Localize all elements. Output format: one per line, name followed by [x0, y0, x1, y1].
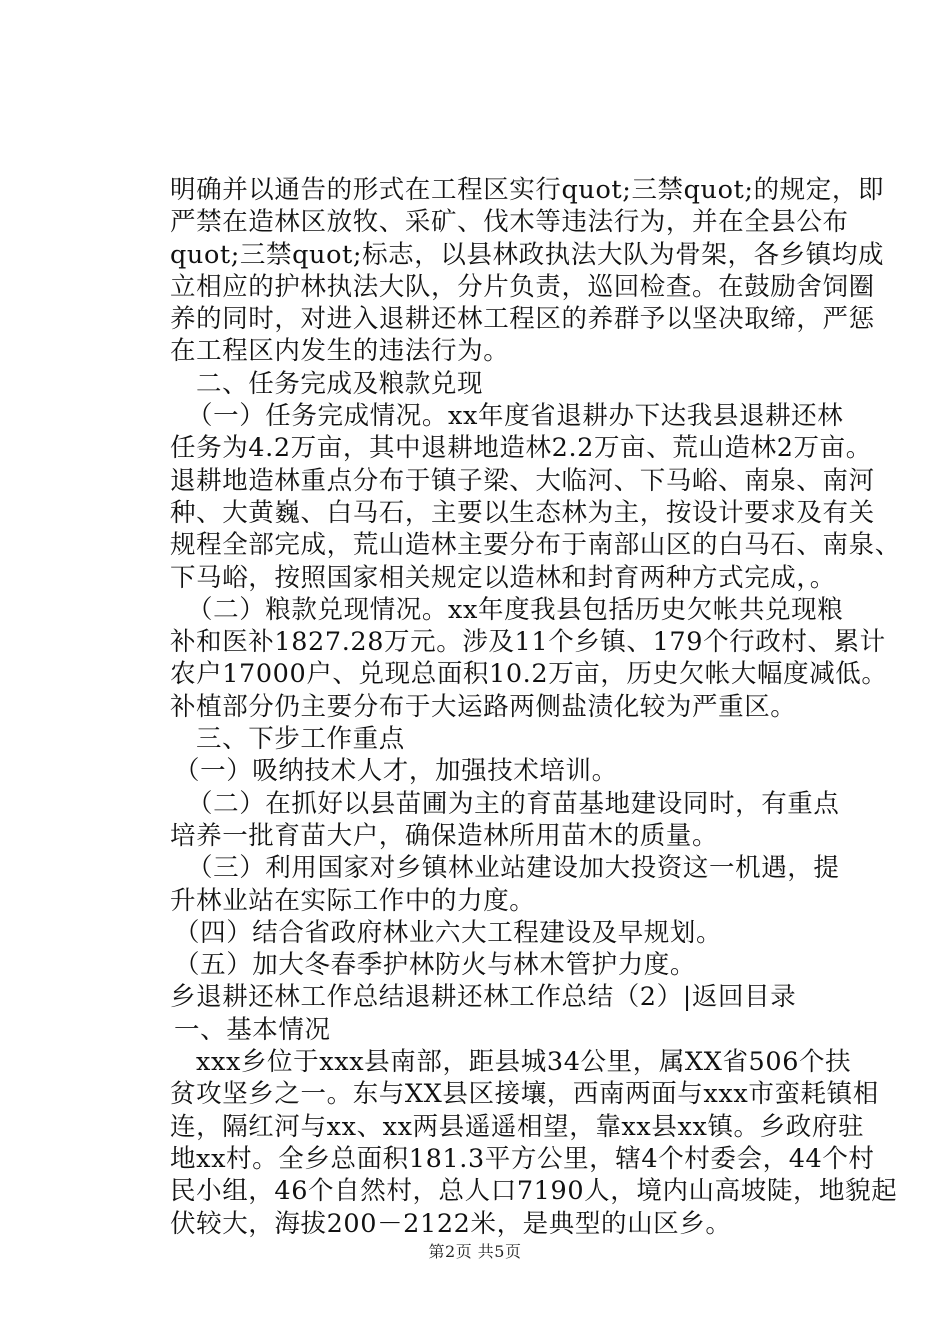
paragraph-line: 下马峪，按照国家相关规定以造林和封育两种方式完成，。 [170, 562, 836, 593]
paragraph-line: （二）粮款兑现情况。xx年度我县包括历史欠帐共兑现粮 [187, 594, 844, 625]
paragraph-line: 民小组，46个自然村，总人口7190人，境内山高坡陡，地貌起 [170, 1176, 898, 1207]
body-text [170, 174, 901, 1240]
paragraph-line: 补和医补1827.28万元。涉及11个乡镇、179个行政村、累计 [170, 627, 886, 658]
paragraph-line: （五）加大冬春季护林防火与林木管护力度。 [174, 950, 697, 981]
paragraph-line: 规程全部完成，荒山造林主要分布于南部山区的白马石、南泉、 [170, 530, 901, 561]
paragraph-line: 连，隔红河与xx、xx两县遥遥相望，靠xx县xx镇。乡政府驻 [170, 1111, 865, 1142]
paragraph-line: 伏较大，海拔200－2122米，是典型的山区乡。 [170, 1208, 732, 1239]
paragraph-line: （二）在抓好以县苗圃为主的育苗基地建设同时，有重点 [187, 788, 840, 819]
paragraph-line: 培养一批育苗大户，确保造林所用苗木的质量。 [170, 820, 719, 851]
paragraph-line: 养的同时，对进入退耕还林工程区的养群予以坚决取缔，严惩 [170, 304, 875, 335]
section-heading: 二、任务完成及粮款兑现 [196, 368, 484, 399]
paragraph-line: 严禁在造林区放牧、采矿、伐木等违法行为，并在全县公布 [170, 207, 849, 238]
paragraph-line: quot;三禁quot;标志，以县林政执法大队为骨架，各乡镇均成 [170, 239, 885, 270]
section-heading: 三、下步工作重点 [196, 724, 405, 755]
paragraph-line: （三）利用国家对乡镇林业站建设加大投资这一机遇，提 [187, 853, 840, 884]
paragraph-line: 明确并以通告的形式在工程区实行quot;三禁quot;的规定，即 [170, 175, 885, 205]
paragraph-line: （四）结合省政府林业六大工程建设及早规划。 [174, 917, 723, 948]
paragraph-line: 地xx村。全乡总面积181.3平方公里，辖4个村委会，44个村 [170, 1143, 875, 1174]
paragraph-line: 任务为4.2万亩，其中退耕地造林2.2万亩、荒山造林2万亩。 [170, 433, 872, 464]
paragraph-line: 种、大黄巍、白马石，主要以生态林为主，按设计要求及有关 [170, 497, 875, 528]
section-title-line: 乡退耕还林工作总结退耕还林工作总结（2）|返回目录 [170, 982, 797, 1013]
paragraph-line: 在工程区内发生的违法行为。 [170, 336, 510, 367]
paragraph-line: 退耕地造林重点分布于镇子梁、大临河、下马峪、南泉、南河 [170, 465, 875, 496]
paragraph-line: 补植部分仍主要分布于大运路两侧盐渍化较为严重区。 [170, 691, 797, 722]
section-heading: 一、基本情况 [174, 1014, 331, 1045]
paragraph-line: （一）任务完成情况。xx年度省退耕办下达我县退耕还林 [187, 401, 844, 432]
paragraph-line: xxx乡位于xxx县南部，距县城34公里，属XX省506个扶 [196, 1047, 852, 1078]
paragraph-line: 立相应的护林执法大队，分片负责，巡回检查。在鼓励舍饲圈 [170, 271, 875, 302]
page-number: 第2页 共5页 [428, 1242, 522, 1261]
paragraph-line: 贫攻坚乡之一。东与XX县区接壤，西南两面与xxx市蛮耗镇相 [170, 1079, 879, 1110]
paragraph-line: 升林业站在实际工作中的力度。 [170, 885, 536, 916]
paragraph-line: 农户17000户、兑现总面积10.2万亩，历史欠帐大幅度减低。 [170, 659, 888, 690]
paragraph-line: （一）吸纳技术人才，加强技术培训。 [174, 756, 618, 787]
